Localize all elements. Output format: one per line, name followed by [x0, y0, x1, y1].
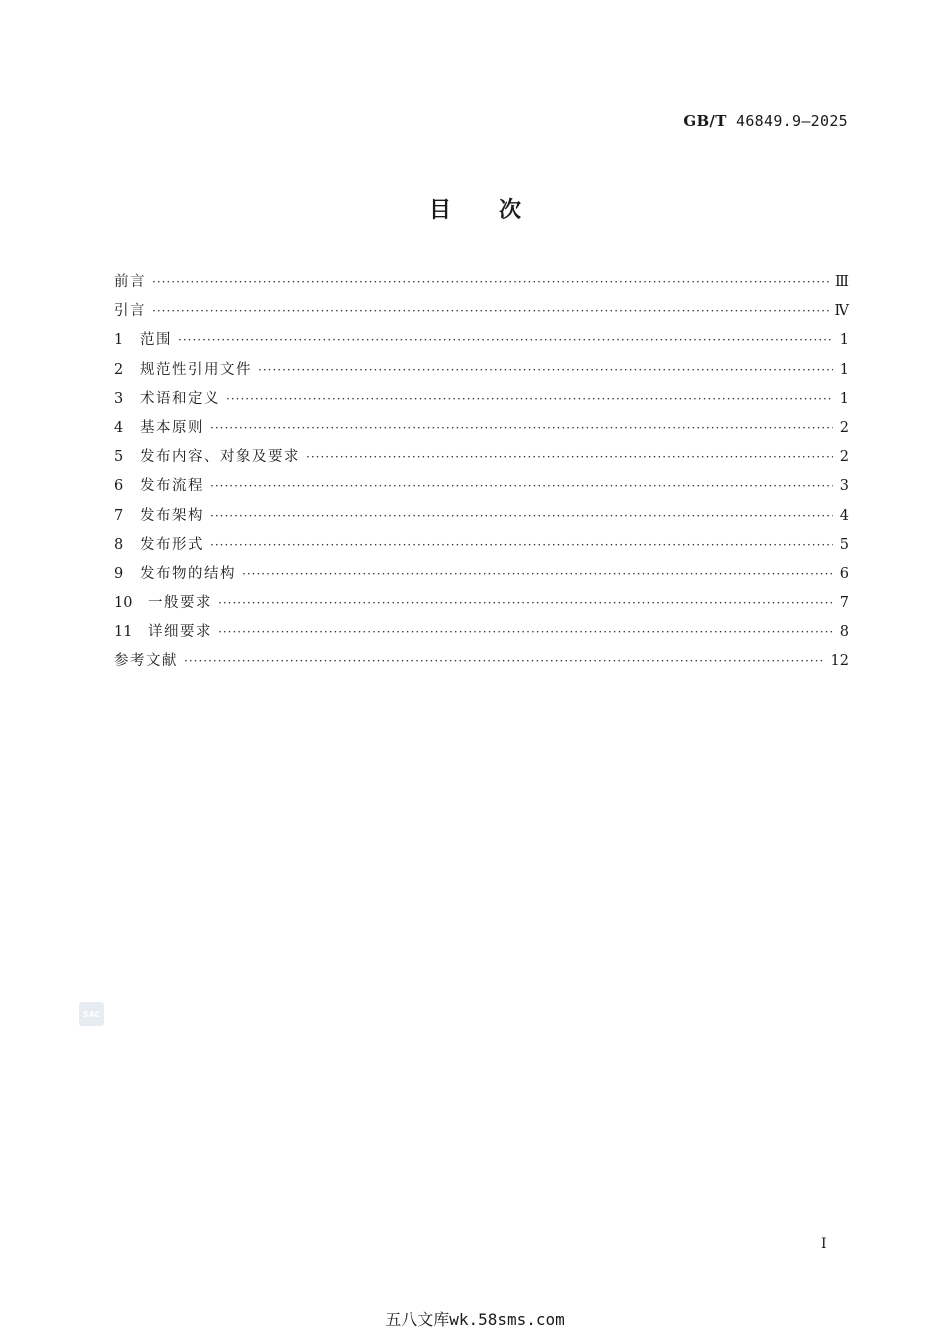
toc-entry-number: 10 — [114, 595, 133, 612]
toc-entry-page: 7 — [839, 595, 849, 612]
toc-leader-dots — [306, 450, 833, 464]
toc-leader-dots — [218, 625, 833, 639]
toc-entry-page: 6 — [839, 565, 849, 582]
toc-leader-dots — [210, 509, 833, 523]
toc-entry-page: Ⅲ — [835, 274, 849, 290]
toc-leader-dots — [184, 654, 825, 668]
toc-entry-number: 1 — [114, 332, 124, 349]
toc-entry-label: 发布形式 — [140, 536, 204, 553]
toc-entry-page: 1 — [839, 361, 849, 378]
toc-entry-label: 发布架构 — [140, 507, 204, 524]
toc-leader-dots — [226, 392, 833, 406]
toc-entry-label: 详细要求 — [148, 624, 212, 641]
toc-leader-dots — [152, 304, 829, 318]
toc-entry-page: 4 — [839, 507, 849, 524]
toc-entry-label: 术语和定义 — [140, 390, 220, 407]
sac-logo-text: SAC — [82, 1009, 101, 1019]
toc-entry-number: 6 — [114, 478, 124, 495]
toc-entry-page: 3 — [839, 478, 849, 495]
standard-code-number: 46849.9—2025 — [726, 112, 848, 130]
toc-leader-dots — [242, 567, 833, 581]
toc-entry-bibliography[interactable] — [114, 649, 849, 678]
toc-leader-dots — [218, 596, 833, 610]
toc-entry-1[interactable] — [114, 328, 849, 357]
toc-entry-8[interactable] — [114, 533, 849, 562]
toc-entry-4[interactable] — [114, 416, 849, 445]
toc-entry-number: 11 — [114, 624, 133, 641]
toc-entry-label: 基本原则 — [140, 419, 204, 436]
toc-entry-11[interactable] — [114, 620, 849, 649]
toc-leader-dots — [210, 538, 833, 552]
toc-entry-label: 规范性引用文件 — [140, 361, 252, 378]
toc-entry-introduction[interactable] — [114, 299, 849, 328]
toc-entry-page: 12 — [830, 653, 849, 670]
page-number: Ⅰ — [821, 1236, 827, 1252]
toc-leader-dots — [258, 363, 833, 377]
toc-leader-dots — [210, 479, 833, 493]
toc-entry-label: 参考文献 — [114, 653, 178, 670]
sac-logo — [79, 1002, 104, 1026]
toc-entry-number: 8 — [114, 536, 124, 553]
toc-entry-5[interactable] — [114, 445, 849, 474]
toc-entry-page: 1 — [839, 332, 849, 349]
toc-entry-number: 5 — [114, 449, 124, 466]
toc-entry-page: 2 — [839, 449, 849, 466]
toc-entry-6[interactable] — [114, 474, 849, 503]
toc-entry-label: 发布流程 — [140, 478, 204, 495]
toc-entry-label: 前言 — [114, 274, 146, 290]
toc-entry-number: 7 — [114, 507, 124, 524]
toc-entry-number: 9 — [114, 565, 124, 582]
toc-entry-foreword[interactable] — [114, 270, 849, 299]
toc-entry-label: 发布物的结构 — [140, 565, 236, 582]
table-of-contents — [114, 270, 849, 679]
toc-entry-7[interactable] — [114, 504, 849, 533]
toc-entry-2[interactable] — [114, 358, 849, 387]
toc-entry-page: Ⅳ — [834, 303, 849, 320]
toc-entry-page: 1 — [839, 390, 849, 407]
toc-entry-label: 引言 — [114, 303, 146, 320]
watermark-text: 五八文库wk.58sms.com — [385, 1310, 565, 1329]
toc-leader-dots — [152, 275, 829, 289]
toc-entry-3[interactable] — [114, 387, 849, 416]
toc-entry-number: 4 — [114, 419, 124, 436]
toc-entry-label: 一般要求 — [148, 595, 212, 612]
standard-code-prefix: GB/T — [683, 112, 727, 130]
standard-code — [683, 112, 848, 130]
toc-entry-10[interactable] — [114, 591, 849, 620]
toc-entry-page: 2 — [839, 419, 849, 436]
toc-entry-page: 8 — [839, 624, 849, 641]
page-title: 目次 — [428, 198, 569, 223]
toc-leader-dots — [178, 333, 833, 347]
toc-entry-number: 3 — [114, 390, 124, 407]
toc-entry-label: 范围 — [140, 332, 172, 349]
toc-entry-9[interactable] — [114, 562, 849, 591]
toc-entry-number: 2 — [114, 361, 124, 378]
toc-entry-page: 5 — [839, 536, 849, 553]
toc-leader-dots — [210, 421, 833, 435]
toc-entry-label: 发布内容、对象及要求 — [140, 449, 300, 466]
